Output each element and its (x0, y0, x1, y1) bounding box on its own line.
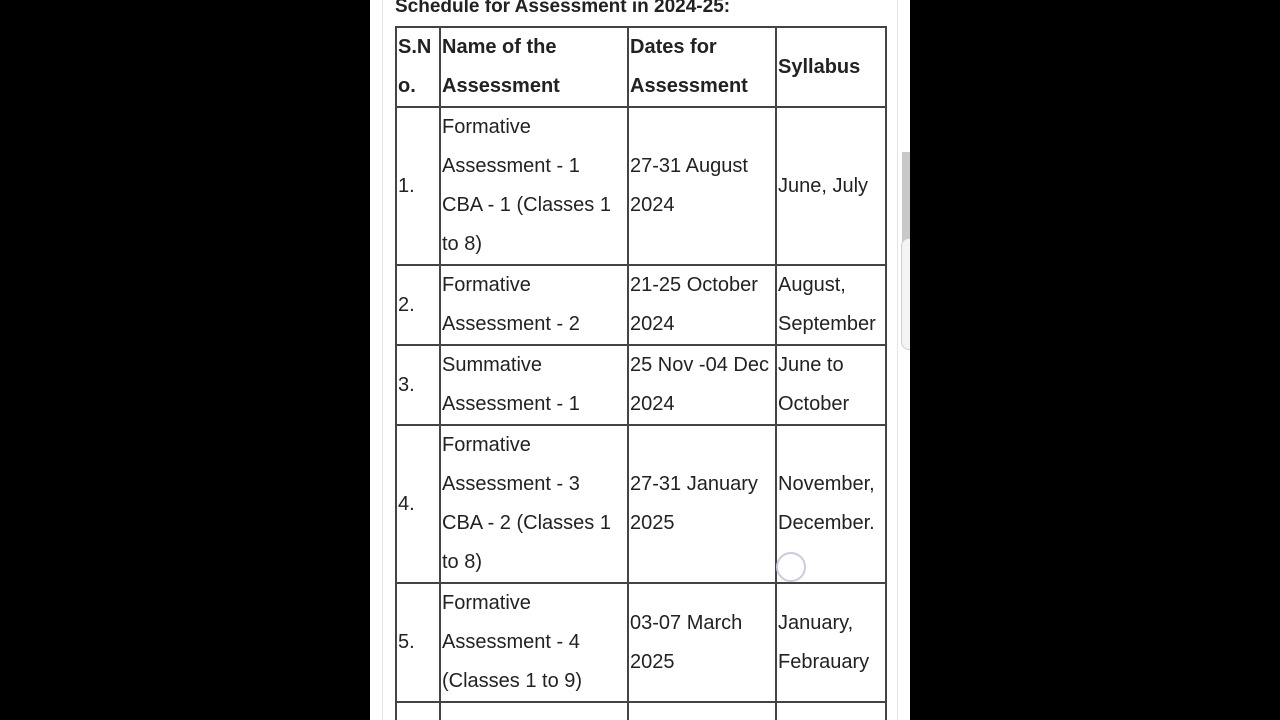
cell-name: Formative Assessment - 3 CBA - 2 (Classes 1 to 8) (440, 425, 628, 583)
header-syllabus: Syllabus (776, 27, 886, 107)
cell-syllabus (776, 702, 886, 720)
cell-sno: 1. (396, 107, 440, 265)
assessment-schedule-table (395, 26, 887, 720)
cell-name: Formative Assessment - 2 (440, 265, 628, 345)
header-name: Name of the Assessment (440, 27, 628, 107)
cell-sno: 4. (396, 425, 440, 583)
cell-syllabus: August, September (776, 265, 886, 345)
cell-syllabus: November, December. (776, 425, 886, 583)
cell-dates: 25 Nov -04 Dec 2024 (628, 345, 776, 425)
section-heading: Schedule for Assessment in 2024-25: (395, 0, 731, 17)
touch-indicator-icon (776, 552, 806, 582)
cell-dates: 03-07 March 2025 (628, 583, 776, 702)
table-row (396, 265, 886, 345)
cell-syllabus: June to October (776, 345, 886, 425)
scroll-handle[interactable] (901, 238, 910, 350)
cell-name: Formative Assessment - 1 CBA - 1 (Classes 1 to 8) (440, 107, 628, 265)
cell-dates: 27-31 August 2024 (628, 107, 776, 265)
cell-syllabus: January, Febrauary (776, 583, 886, 702)
cell-sno (396, 702, 440, 720)
header-sno: S.No. (396, 27, 440, 107)
cell-dates: 21-25 October 2024 (628, 265, 776, 345)
table-header-row (396, 27, 886, 107)
table-row (396, 345, 886, 425)
card-border-right (897, 0, 898, 720)
table-row (396, 107, 886, 265)
table-row (396, 583, 886, 702)
cell-sno: 3. (396, 345, 440, 425)
cell-name: Summative Assessment - 1 (440, 345, 628, 425)
card-border-left (382, 0, 383, 720)
cell-sno: 5. (396, 583, 440, 702)
cell-name (440, 702, 628, 720)
cell-syllabus: June, July (776, 107, 886, 265)
cell-name: Formative Assessment - 4 (Classes 1 to 9) (440, 583, 628, 702)
page-content (370, 0, 910, 720)
header-dates: Dates for Assessment (628, 27, 776, 107)
cell-dates: 27-31 January 2025 (628, 425, 776, 583)
cell-dates (628, 702, 776, 720)
table-row (396, 702, 886, 720)
cell-sno: 2. (396, 265, 440, 345)
table-row (396, 425, 886, 583)
